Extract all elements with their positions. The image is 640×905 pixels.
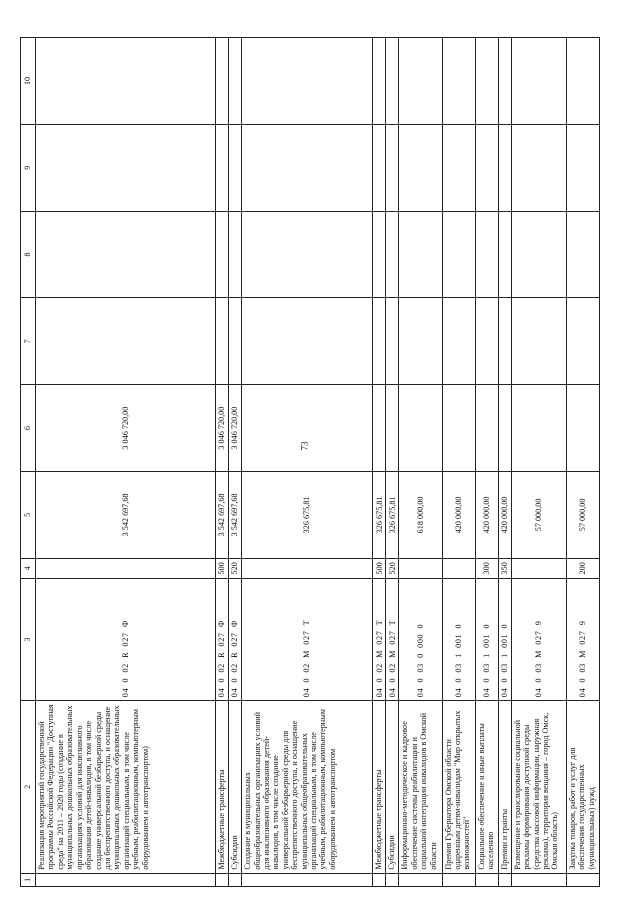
cell-vr	[36, 558, 216, 578]
cell-vr: 520	[386, 558, 399, 578]
cell-col-8	[498, 211, 511, 298]
cell-col-1	[399, 873, 442, 886]
cell-code: 04 0 03 1 001 0	[442, 578, 475, 700]
cell-col-8	[373, 211, 386, 298]
header-row	[21, 38, 36, 887]
cell-col-1	[36, 873, 216, 886]
cell-vr	[442, 558, 475, 578]
cell-vr	[242, 558, 373, 578]
cell-col-5: 3 542 697,68	[215, 472, 228, 559]
cell-col-6	[373, 385, 386, 472]
cell-col-9	[498, 124, 511, 211]
cell-col-10	[215, 38, 228, 125]
cell-vr: 200	[566, 558, 599, 578]
cell-name: Создание в муниципальных общеобразовательных организациях условий для инклюзивного образования детей-инвалидов, в том числе создание универсальной безбарьерной среды для беспрепятственного доступа, и оснащение муниципальных общеобразовательных организаций специальным, в том числе учебным, реабилитационным, компьютерным оборудованием и автотранспортом	[242, 701, 373, 873]
header-col-10: 10	[21, 38, 36, 125]
table-body	[36, 38, 600, 887]
cell-col-1	[511, 873, 566, 886]
cell-code: 04 0 02 M 027 T	[373, 578, 386, 700]
cell-col-10	[511, 38, 566, 125]
cell-col-9	[228, 124, 241, 211]
table-row	[475, 38, 498, 887]
cell-col-8	[386, 211, 399, 298]
table-row	[228, 38, 241, 887]
cell-col-9	[386, 124, 399, 211]
cell-col-6	[242, 385, 373, 472]
cell-code: 04 0 02 R 027 Ф	[215, 578, 228, 700]
cell-col-7	[386, 298, 399, 385]
cell-vr: 500	[373, 558, 386, 578]
cell-col-8	[475, 211, 498, 298]
cell-name: Премия Губернатора Омской области одаренным детям-инвалидам "Мир открытых возможностей"	[442, 701, 475, 873]
cell-col-7	[36, 298, 216, 385]
cell-col-10	[228, 38, 241, 125]
cell-col-9	[36, 124, 216, 211]
cell-col-7	[399, 298, 442, 385]
cell-col-6	[475, 385, 498, 472]
cell-col-10	[373, 38, 386, 125]
cell-col-9	[373, 124, 386, 211]
cell-col-7	[475, 298, 498, 385]
table-wrapper	[20, 37, 600, 887]
cell-col-8	[399, 211, 442, 298]
cell-col-5: 57 000,00	[566, 472, 599, 559]
cell-col-9	[242, 124, 373, 211]
cell-name: Премии и гранты	[498, 701, 511, 873]
cell-col-6	[566, 385, 599, 472]
table-row	[498, 38, 511, 887]
cell-col-8	[242, 211, 373, 298]
cell-col-1	[215, 873, 228, 886]
cell-col-10	[498, 38, 511, 125]
cell-col-8	[566, 211, 599, 298]
cell-col-5: 420 000,00	[498, 472, 511, 559]
cell-col-5: 618 000,00	[399, 472, 442, 559]
cell-col-7	[373, 298, 386, 385]
cell-code: 04 0 02 M 027 T	[386, 578, 399, 700]
table-row	[442, 38, 475, 887]
cell-col-5: 3 542 697,68	[228, 472, 241, 559]
cell-col-1	[373, 873, 386, 886]
cell-col-7	[242, 298, 373, 385]
cell-col-1	[475, 873, 498, 886]
cell-col-10	[475, 38, 498, 125]
cell-vr	[511, 558, 566, 578]
cell-col-9	[399, 124, 442, 211]
cell-code: 04 0 02 M 027 T	[242, 578, 373, 700]
table-row	[399, 38, 442, 887]
cell-code: 04 0 03 0 000 0	[399, 578, 442, 700]
cell-name: Информационно-методическое и кадровое обеспечение системы реабилитации и социальной интеграции инвалидов в Омской области	[399, 701, 442, 873]
header-col-6: 6	[21, 385, 36, 472]
table-row	[36, 38, 216, 887]
cell-col-1	[242, 873, 373, 886]
cell-col-9	[215, 124, 228, 211]
cell-col-5: 326 675,81	[386, 472, 399, 559]
cell-col-6	[498, 385, 511, 472]
cell-col-8	[228, 211, 241, 298]
header-col-5: 5	[21, 472, 36, 559]
cell-code: 04 0 02 R 027 Ф	[228, 578, 241, 700]
cell-code: 04 0 03 M 027 9	[566, 578, 599, 700]
rotated-table-area	[20, 37, 600, 887]
cell-col-9	[442, 124, 475, 211]
cell-col-5: 420 000,00	[442, 472, 475, 559]
cell-col-10	[386, 38, 399, 125]
cell-col-7	[511, 298, 566, 385]
cell-col-6	[399, 385, 442, 472]
cell-col-6	[442, 385, 475, 472]
header-col-2: 2	[21, 701, 36, 873]
page-number: 73	[299, 441, 310, 451]
table-row	[511, 38, 566, 887]
cell-col-9	[511, 124, 566, 211]
cell-col-1	[566, 873, 599, 886]
cell-col-7	[498, 298, 511, 385]
cell-col-7	[215, 298, 228, 385]
cell-vr: 500	[215, 558, 228, 578]
cell-code: 04 0 03 1 001 0	[498, 578, 511, 700]
cell-col-10	[566, 38, 599, 125]
cell-col-6: 3 046 720,00	[215, 385, 228, 472]
cell-col-6	[511, 385, 566, 472]
cell-name: Межбюджетные трансферты	[373, 701, 386, 873]
cell-col-5: 57 000,00	[511, 472, 566, 559]
table-row	[242, 38, 373, 887]
cell-col-7	[566, 298, 599, 385]
header-col-9: 9	[21, 124, 36, 211]
cell-code: 04 0 02 R 027 Ф	[36, 578, 216, 700]
table-row	[566, 38, 599, 887]
cell-col-6: 3 046 720,00	[36, 385, 216, 472]
cell-col-1	[386, 873, 399, 886]
header-col-1: 1	[21, 873, 36, 886]
cell-col-10	[242, 38, 373, 125]
cell-col-10	[442, 38, 475, 125]
cell-col-5: 3 542 697,68	[36, 472, 216, 559]
budget-table	[20, 37, 600, 887]
table-row	[373, 38, 386, 887]
header-col-8: 8	[21, 211, 36, 298]
cell-name: Социальное обеспечение и иные выплаты населению	[475, 701, 498, 873]
cell-col-8	[215, 211, 228, 298]
header-col-7: 7	[21, 298, 36, 385]
cell-name: Реализация мероприятий государственной программы Российской Федерации "Доступная среда" на 2011 – 2020 годы (создание в муниципальных дошкольных образовательных организациях условий для инклюзивного образования детей-инвалидов, в том числе создание универсальной безбарьерной среды для беспрепятственного доступа, и оснащение муниципальных дошкольных образовательных организаций специальным, в том числе учебным, реабилитационным, компьютерным оборудованием и автотранспортом)	[36, 701, 216, 873]
cell-col-8	[442, 211, 475, 298]
cell-col-10	[36, 38, 216, 125]
cell-col-8	[36, 211, 216, 298]
cell-code: 04 0 03 M 027 9	[511, 578, 566, 700]
header-col-3: 3	[21, 578, 36, 700]
cell-code: 04 0 03 1 001 0	[475, 578, 498, 700]
cell-col-9	[475, 124, 498, 211]
cell-col-1	[228, 873, 241, 886]
cell-name: Размещение и транслирование социальной рекламы формирования доступной среды (средства массовой информации, наружная реклама), территория вещания – город Омск, Омская область)	[511, 701, 566, 873]
cell-col-5: 326 675,81	[242, 472, 373, 559]
header-col-4: 4	[21, 558, 36, 578]
table-row	[386, 38, 399, 887]
cell-name: Субсидии	[386, 701, 399, 873]
cell-vr: 300	[475, 558, 498, 578]
cell-col-1	[442, 873, 475, 886]
cell-col-5: 326 675,81	[373, 472, 386, 559]
cell-col-7	[442, 298, 475, 385]
cell-col-5: 420 000,00	[475, 472, 498, 559]
cell-col-1	[498, 873, 511, 886]
cell-name: Межбюджетные трансферты	[215, 701, 228, 873]
cell-col-10	[399, 38, 442, 125]
cell-col-7	[228, 298, 241, 385]
cell-vr: 350	[498, 558, 511, 578]
cell-vr: 520	[228, 558, 241, 578]
cell-col-9	[566, 124, 599, 211]
cell-col-6: 3 046 720,00	[228, 385, 241, 472]
table-row	[215, 38, 228, 887]
cell-vr	[399, 558, 442, 578]
cell-name: Субсидии	[228, 701, 241, 873]
cell-col-8	[511, 211, 566, 298]
cell-name: Закупка товаров, работ и услуг для обеспечения государственных (муниципальных) нужд	[566, 701, 599, 873]
cell-col-6	[386, 385, 399, 472]
